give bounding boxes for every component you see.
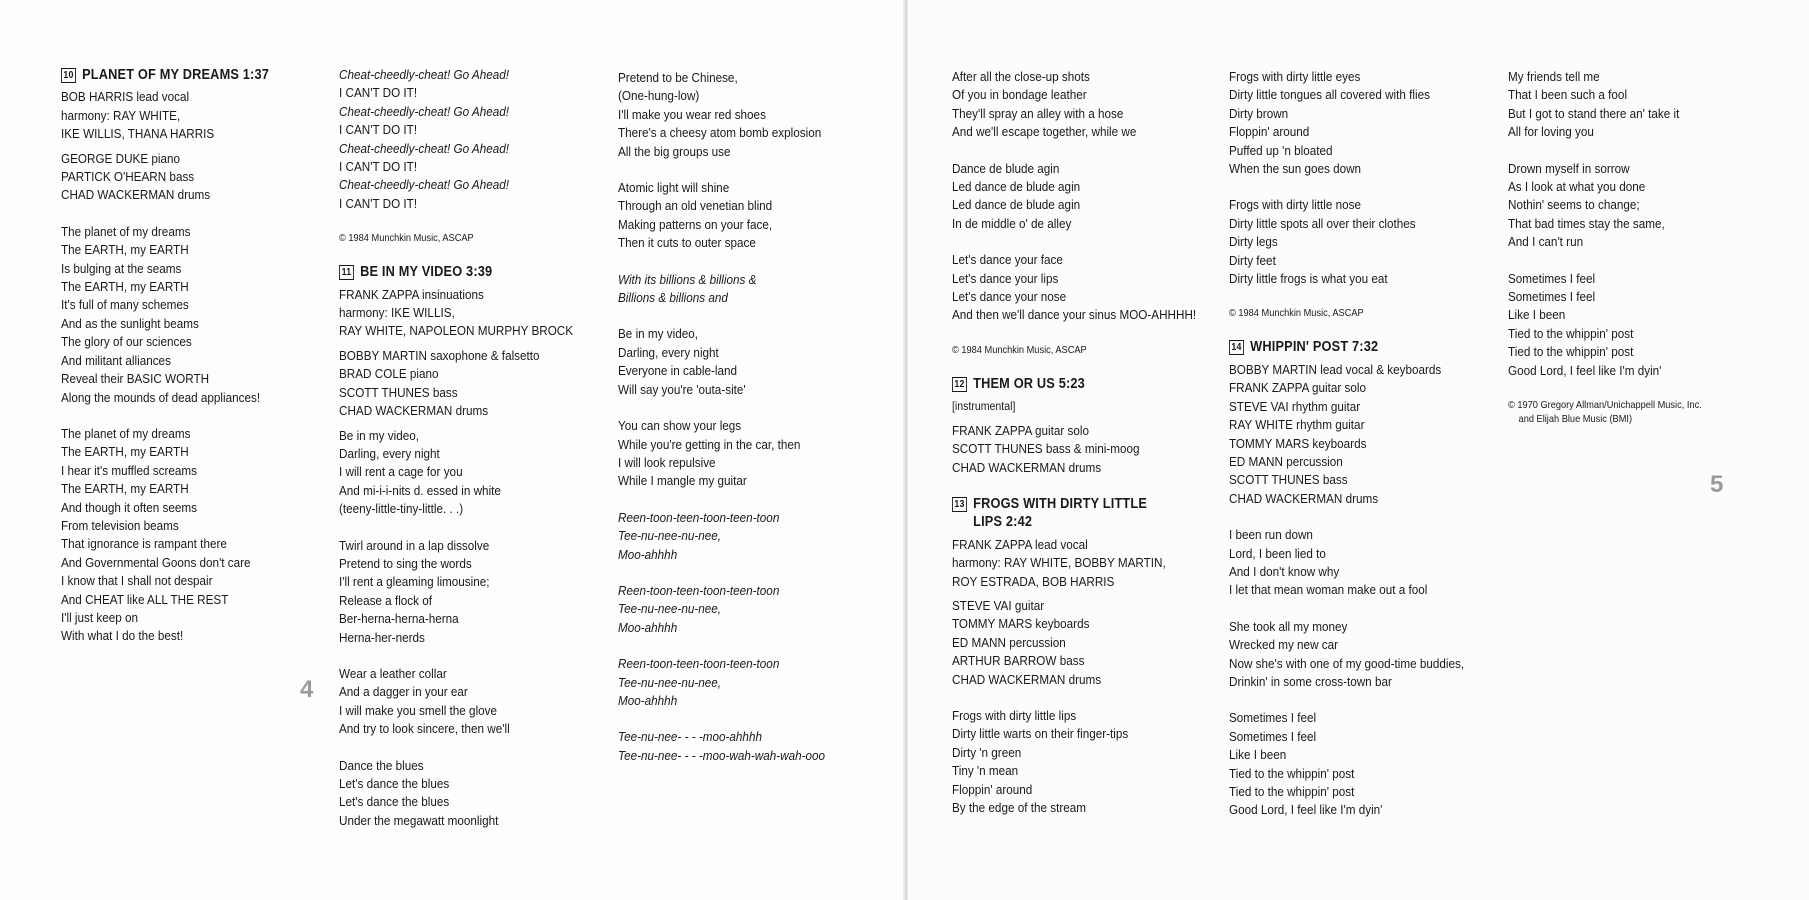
lyrics-verse: Atomic light will shine Through an old venetian blind Making patterns on your face, Then it cuts to outer space bbox=[618, 180, 773, 251]
lyrics-verse: Reen-toon-teen-toon-teen-toon Tee-nu-nee-nu-nee, Moo-ahhhh bbox=[618, 509, 780, 562]
left-col-1 bbox=[61, 66, 269, 646]
track-number-box: 10 bbox=[61, 68, 76, 83]
right-col-2 bbox=[1229, 68, 1464, 820]
lyrics-verse: Frogs with dirty little nose Dirty little spots all over their clothes Dirty legs Dirty feet Dirty little frogs is what you eat bbox=[1229, 197, 1416, 287]
song-title-frogs: 13 FROGS WITH DIRTY LITTLE LIPS 2:42 bbox=[952, 495, 1196, 532]
lyrics-verse: Twirl around in a lap dissolve Pretend to sing the words I'll rent a gleaming limousine; Release a flock of Ber-herna-herna-herna Herna-her-nerds bbox=[339, 537, 490, 645]
lyrics-verse: You can show your legs While you're getting in the car, then I will look repulsive While I mangle my guitar bbox=[618, 418, 801, 489]
right-page bbox=[908, 0, 1809, 900]
credits: FRANK ZAPPA guitar solo SCOTT THUNES bass & mini-moog CHAD WACKERMAN drums bbox=[952, 422, 1140, 475]
page-number: 5 bbox=[1710, 471, 1724, 498]
lyrics-verse: I been run down Lord, I been lied to And I don't know why I let that mean woman make out a fool bbox=[1229, 527, 1428, 598]
page-number: 4 bbox=[300, 676, 314, 703]
song-title-them-or-us: 12 THEM OR US 5:23 bbox=[952, 375, 1196, 393]
right-col-3 bbox=[1508, 68, 1702, 426]
lyrics-verse: Be in my video, Darling, every night Everyone in cable-land Will say you're 'outa-site' bbox=[618, 326, 746, 397]
copyright-notice: © 1984 Munchkin Music, ASCAP bbox=[952, 343, 1087, 356]
lyrics-verse: Be in my video, Darling, every night I will rent a cage for you And mi-i-i-nits d. essed in white (teeny-little-tiny-little. . .) bbox=[339, 427, 501, 517]
copyright-notice: © 1984 Munchkin Music, ASCAP bbox=[339, 232, 474, 245]
right-col-1 bbox=[952, 68, 1196, 817]
lyrics-verse: Reen-toon-teen-toon-teen-toon Tee-nu-nee-nu-nee, Moo-ahhhh bbox=[618, 656, 780, 708]
lyrics-verse: My friends tell me That I been such a fool But I got to stand there an' take it All for loving you bbox=[1508, 69, 1680, 140]
credits: BOBBY MARTIN lead vocal & keyboards FRANK ZAPPA guitar solo STEVE VAI rhythm guitar RAY WHITE rhythm guitar TOMMY MARS keyboards ED MANN percussion SCOTT THUNES bass CHAD WACKERMAN drums bbox=[1229, 361, 1442, 506]
copyright-notice: © 1984 Munchkin Music, ASCAP bbox=[1229, 307, 1364, 320]
song-title-video: 11 BE IN MY VIDEO 3:39 bbox=[339, 263, 573, 281]
lyrics-verse: Tee-nu-nee- - - -moo-ahhhh Tee-nu-nee- - - -moo-wah-wah-wah-ooo bbox=[618, 729, 826, 763]
lyrics-verse: Wear a leather collar And a dagger in your ear I will make you smell the glove And try to look sincere, then we'll bbox=[339, 665, 510, 737]
lyrics-verse: Sometimes I feel Sometimes I feel Like I been Tied to the whippin' post Tied to the whippin' post Good Lord, I feel like I'm dyin' bbox=[1508, 270, 1662, 378]
track-number-box: 11 bbox=[339, 265, 354, 280]
instrumental-note: [instrumental] bbox=[952, 399, 1016, 414]
song-title-planet: 10 PLANET OF MY DREAMS 1:37 bbox=[61, 66, 269, 84]
lyrics-verse: Reen-toon-teen-toon-teen-toon Tee-nu-nee-nu-nee, Moo-ahhhh bbox=[618, 582, 780, 635]
lyrics-chant: Cheat-cheedly-cheat! Go Ahead! I CAN'T DO IT! Cheat-cheedly-cheat! Go Ahead! I CAN'T DO IT! Cheat-cheedly-cheat! Go Ahead! I CAN'T DO IT! Cheat-cheedly-cheat! Go Ahead! I CAN'T DO IT! bbox=[339, 67, 509, 211]
credits: BOB HARRIS lead vocal harmony: RAY WHITE, IKE WILLIS, THANA HARRIS GEORGE DUKE piano PARTICK O'HEARN bass CHAD WACKERMAN drums bbox=[61, 89, 215, 203]
track-number-box: 13 bbox=[952, 497, 967, 512]
lyrics-verse: Frogs with dirty little lips Dirty little warts on their finger-tips Dirty 'n green Tiny 'n mean Floppin' around By the edge of the stream bbox=[952, 707, 1129, 815]
lyrics-verse: Dance the blues Let's dance the blues Let's dance the blues Under the megawatt moonlight bbox=[339, 757, 499, 828]
lyrics-verse: The planet of my dreams The EARTH, my EARTH I hear it's muffled screams The EARTH, my EARTH And though it often seems From television beams That ignorance is rampant there And Governmental Goons don't care I know that I shall not despair And CHEAT like ALL THE REST I'll just keep on With what I do the best! bbox=[61, 425, 251, 644]
lyrics-verse: She took all my money Wrecked my new car Now she's with one of my good-time buddies, Drinkin' in some cross-town bar bbox=[1229, 618, 1465, 689]
lyrics-verse: Drown myself in sorrow As I look at what you done Nothin' seems to change; That bad times stay the same, And I can't run bbox=[1508, 160, 1665, 250]
lyrics-verse: Frogs with dirty little eyes Dirty little tongues all covered with flies Dirty brown Floppin' around Puffed up 'n bloated When the sun goes down bbox=[1229, 69, 1430, 177]
lyrics-verse: Sometimes I feel Sometimes I feel Like I been Tied to the whippin' post Tied to the whippin' post Good Lord, I feel like I'm dyin' bbox=[1229, 710, 1383, 818]
song-title-whippin-post: 14 WHIPPIN' POST 7:32 bbox=[1229, 338, 1464, 356]
credits: FRANK ZAPPA lead vocal harmony: RAY WHITE, BOBBY MARTIN, ROY ESTRADA, BOB HARRIS STEVE VAI guitar TOMMY MARS keyboards ED MANN percussion ARTHUR BARROW bass CHAD WACKERMAN drums bbox=[952, 536, 1166, 687]
lyrics-verse: Pretend to be Chinese, (One-hung-low) I'll make you wear red shoes There's a cheesy atom bomb explosion All the big groups use bbox=[618, 70, 822, 159]
left-col-3 bbox=[618, 69, 825, 765]
copyright-notice: © 1970 Gregory Allman/Unichappell Music, Inc. and Elijah Blue Music (BMI) bbox=[1508, 399, 1702, 426]
lyrics-verse: Dance de blude agin Led dance de blude agin Led dance de blude agin In de middle o' de alley bbox=[952, 160, 1081, 231]
lyrics-verse: The planet of my dreams The EARTH, my EARTH Is bulging at the seams The EARTH, my EARTH It's full of many schemes And as the sunlight beams The glory of our sciences And militant alliances Reveal their BASIC WORTH Along the mounds of dead appliances! bbox=[61, 223, 261, 405]
lyrics-verse: With its billions & billions & Billions & billions and bbox=[618, 271, 757, 306]
track-number-box: 14 bbox=[1229, 340, 1244, 355]
lyrics-verse: Let's dance your face Let's dance your lips Let's dance your nose And then we'll dance your sinus MOO-AHHHH! bbox=[952, 252, 1197, 323]
credits: FRANK ZAPPA insinuations harmony: IKE WILLIS, RAY WHITE, NAPOLEON MURPHY BROCK BOBBY MARTIN saxophone & falsetto BRAD COLE piano SCOTT THUNES bass CHAD WACKERMAN drums bbox=[339, 286, 574, 419]
track-number-box: 12 bbox=[952, 377, 967, 392]
lyrics-verse: After all the close-up shots Of you in bondage leather They'll spray an alley with a hose And we'll escape together, while we bbox=[952, 69, 1137, 140]
left-col-2 bbox=[339, 66, 573, 830]
